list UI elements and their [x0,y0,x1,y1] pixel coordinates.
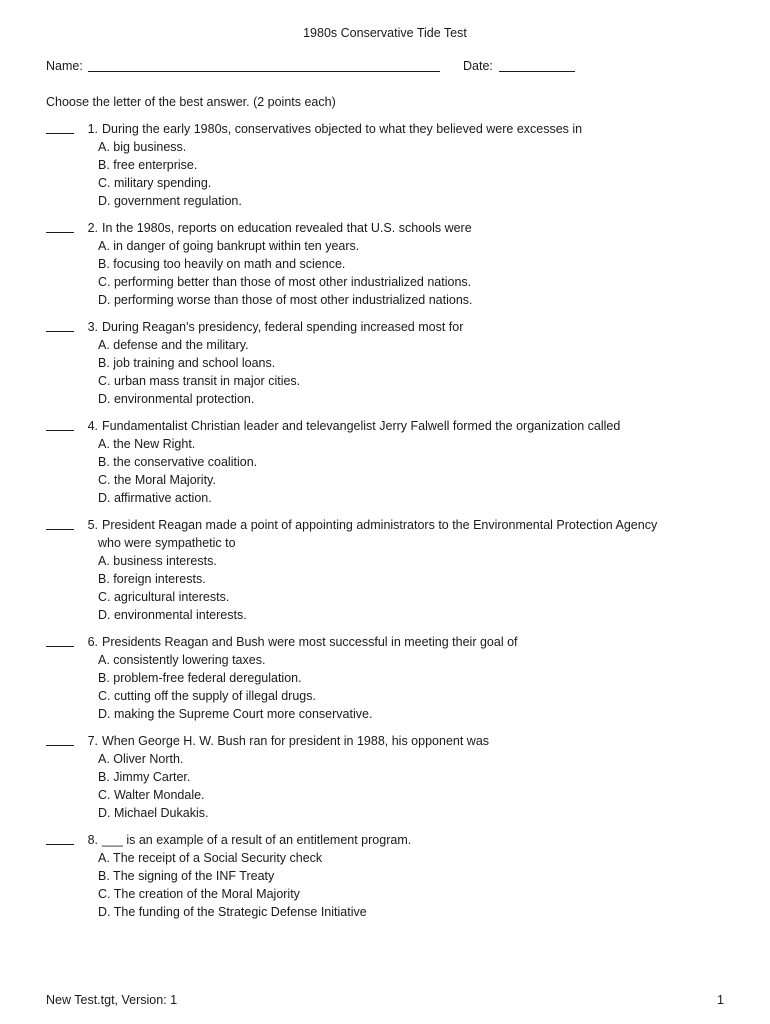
answer-blank[interactable] [46,318,74,332]
question-text: In the 1980s, reports on education revealed that U.S. schools were [102,221,472,235]
question-number: 5. [87,518,98,532]
answer-choice: B. job training and school loans. [98,356,276,370]
name-date-row [46,57,726,75]
question-number: 8. [87,833,98,847]
answer-choice: C. military spending. [98,176,212,190]
answer-choice: B. problem-free federal deregulation. [98,671,302,685]
answer-choice: D. environmental protection. [98,392,255,406]
answer-choice: C. Walter Mondale. [98,788,205,802]
answer-blank[interactable] [46,417,74,431]
answer-choice: A. big business. [98,140,187,154]
question-text: When George H. W. Bush ran for president in 1988, his opponent was [102,734,490,748]
instructions: Choose the letter of the best answer. (2 points each) [46,95,336,109]
question-row [46,417,726,435]
question-row [46,516,726,534]
answer-blank[interactable] [46,633,74,647]
answer-choice: C. urban mass transit in major cities. [98,374,301,388]
answer-choice: B. focusing too heavily on math and science. [98,257,346,271]
question-text: During the early 1980s, conservatives objected to what they believed were excesses in [102,122,583,136]
answer-choice: A. The receipt of a Social Security check [98,851,323,865]
answer-choice: B. Jimmy Carter. [98,770,191,784]
question-item [46,732,726,822]
answer-choice: D. making the Supreme Court more conservative. [98,707,373,721]
name-label: Name: [46,59,83,73]
answer-choice: A. defense and the military. [98,338,249,352]
question-row [46,219,726,237]
question-number: 6. [87,635,98,649]
question-number: 4. [87,419,98,433]
answer-blank[interactable] [46,516,74,530]
answer-choice: B. free enterprise. [98,158,198,172]
question-row [46,318,726,336]
date-field[interactable] [499,57,575,72]
answer-choice: D. The funding of the Strategic Defense Initiative [98,905,367,919]
question-text: ___ is an example of a result of an entitlement program. [102,833,412,847]
question-item [46,516,726,624]
question-row [46,633,726,651]
question-number: 1. [87,122,98,136]
answer-choice: D. affirmative action. [98,491,212,505]
answer-choice: A. business interests. [98,554,217,568]
question-row [46,120,726,138]
answer-choice: B. foreign interests. [98,572,206,586]
question-item [46,831,726,921]
answer-blank[interactable] [46,120,74,134]
answer-choice: C. The creation of the Moral Majority [98,887,300,901]
question-text: Presidents Reagan and Bush were most successful in meeting their goal of [102,635,518,649]
answer-choice: A. consistently lowering taxes. [98,653,266,667]
answer-choice: D. government regulation. [98,194,242,208]
answer-blank[interactable] [46,732,74,746]
question-list [46,120,726,930]
question-number: 3. [87,320,98,334]
question-text-continued: who were sympathetic to [98,536,236,550]
answer-choice: B. The signing of the INF Treaty [98,869,275,883]
answer-choice: A. the New Right. [98,437,196,451]
footer-file-version: New Test.tgt, Version: 1 [46,993,178,1007]
question-text: President Reagan made a point of appointing administrators to the Environmental Protection Agency [102,518,658,532]
page-number: 1 [717,993,724,1007]
question-row [46,831,726,849]
answer-choice: D. performing worse than those of most other industrialized nations. [98,293,473,307]
question-number: 7. [87,734,98,748]
question-text: During Reagan's presidency, federal spending increased most for [102,320,464,334]
answer-choice: C. cutting off the supply of illegal drugs. [98,689,316,703]
answer-choice: C. the Moral Majority. [98,473,216,487]
answer-choice: C. performing better than those of most other industrialized nations. [98,275,472,289]
question-item [46,633,726,723]
answer-blank[interactable] [46,219,74,233]
name-field[interactable] [88,57,440,72]
question-item [46,219,726,309]
question-item [46,120,726,210]
answer-choice: D. environmental interests. [98,608,247,622]
answer-choice: A. Oliver North. [98,752,184,766]
answer-choice: C. agricultural interests. [98,590,230,604]
answer-blank[interactable] [46,831,74,845]
question-text: Fundamentalist Christian leader and televangelist Jerry Falwell formed the organization called [102,419,621,433]
question-row [46,732,726,750]
question-item [46,417,726,507]
answer-choice: A. in danger of going bankrupt within ten years. [98,239,360,253]
question-item [46,318,726,408]
answer-choice: D. Michael Dukakis. [98,806,209,820]
question-number: 2. [87,221,98,235]
answer-choice: B. the conservative coalition. [98,455,258,469]
date-label: Date: [463,59,493,73]
page-title: 1980s Conservative Tide Test [303,26,467,40]
